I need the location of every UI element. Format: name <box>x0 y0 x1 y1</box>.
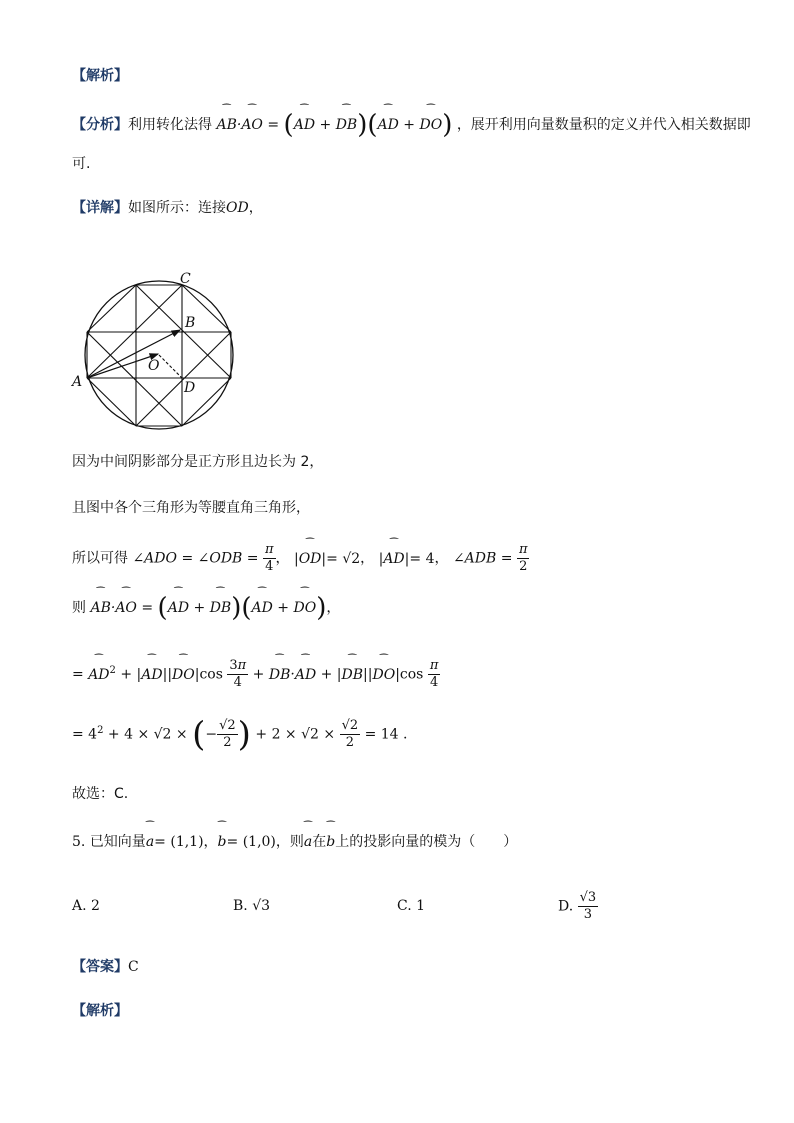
answer-value: C <box>128 959 139 975</box>
conclusion: 故选：C. <box>72 786 129 802</box>
analysis-tail: ，展开利用向量数量积的定义并代入相关数据即 <box>456 117 751 133</box>
option-c: C. 1 <box>397 898 426 914</box>
label-a: A <box>72 374 83 390</box>
geometry-figure <box>60 262 260 442</box>
analysis-line2: 可. <box>72 156 91 172</box>
label-c: C <box>180 271 191 287</box>
segment-od <box>159 355 182 378</box>
detail-tag: 【详解】 <box>72 200 128 216</box>
option-d: D. $\frac{√3}{3}$ <box>558 890 597 922</box>
body-line1: 因为中间阴影部分是正方形且边长为 2， <box>72 454 324 470</box>
answer-tag: 【答案】 <box>72 959 128 975</box>
analysis-lead: 利用转化法得 <box>128 117 212 133</box>
analysis-paragraph <box>72 110 751 140</box>
label-o: O <box>148 358 160 374</box>
body-line2: 且图中各个三角形为等腰直角三角形， <box>72 500 310 516</box>
option-b: B. √3 <box>233 898 271 914</box>
label-b: B <box>185 315 196 331</box>
od-label: OD <box>226 200 249 216</box>
analysis-tag: 【分析】 <box>72 117 128 133</box>
vector-ab <box>87 330 180 378</box>
question-5: 5. 已知向量⁀ a= (1,1)，⁀ b= (1,0)，则⁀ a在⁀ b上的投影向量的模为（ ） <box>72 832 517 852</box>
analysis-section-header: 【解析】 <box>72 68 128 84</box>
analysis-formula: ⁀ AB·⁀ AO = (⁀ AD + ⁀ DB)(⁀ AD + ⁀ DO) <box>216 117 456 133</box>
numeric-line: = $4^2 + 4 \times √2$ × (− $\frac{√2}{2}$ ) + 2 × √2 × $\frac{√2}{2}$ = 14 . <box>72 714 408 755</box>
question-number: 5. <box>72 834 86 850</box>
detail-text: 如图所示：连接 <box>128 200 226 216</box>
analysis-section-header-2: 【解析】 <box>72 1003 128 1019</box>
detail-paragraph: 【详解】如图所示：连接OD， <box>72 200 263 216</box>
answer-line <box>72 957 139 977</box>
option-a: A. 2 <box>72 898 100 914</box>
body-line4: 则 ⁀ AB·⁀ AO = (⁀ AD + ⁀ DB)(⁀ AD + ⁀ DO)， <box>72 598 340 618</box>
body-line3: 所以可得 ∠ADO = ∠ODB = $\frac{\pi}{4}$ ， |⁀ OD|= √2， |⁀ AD|= 4， ∠ADB = $\frac{\pi}{2}$ <box>72 542 529 575</box>
label-d: D <box>184 380 196 396</box>
expansion-line: = ⁀ $AD^2$ + |⁀ AD||⁀ DO|cos $\frac{3\pi}{4}$ + ⁀ DB·⁀ AD + |⁀ DB||⁀ DO|cos $\frac{\pi}{4}$ <box>72 658 440 691</box>
